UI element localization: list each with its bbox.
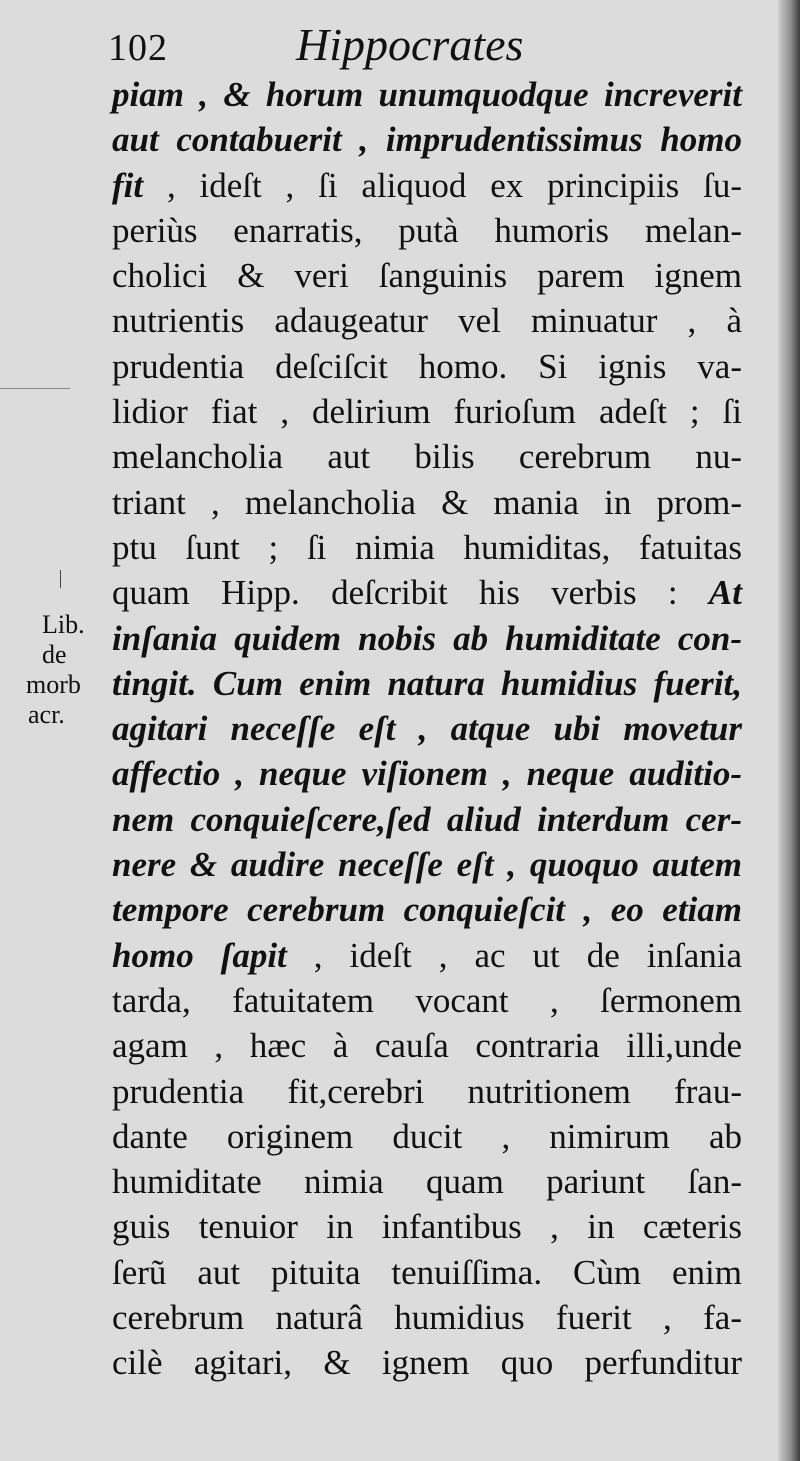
roman-text: , ideſt , ac ut de inſania (286, 935, 743, 975)
book-spine-shadow (778, 0, 800, 1461)
roman-text: tarda, fatuitatem vocant , ſermonem (112, 980, 742, 1020)
text-line (112, 117, 742, 162)
text-line (112, 525, 742, 570)
italic-text: piam , & horum unumquodque increverit (112, 75, 742, 114)
scan-mark (60, 570, 61, 588)
text-line (112, 751, 742, 796)
text-line (112, 978, 742, 1023)
text-line (112, 706, 742, 751)
text-line (112, 389, 742, 434)
margin-note-line: morb (26, 670, 81, 699)
roman-text: humiditate nimia quam pariunt ſan- (112, 1162, 742, 1202)
italic-text: tingit. Cum enim natura humidius fuerit, (112, 663, 742, 703)
text-line (112, 1295, 742, 1340)
italic-text: inſania quidem nobis ab humiditate con- (112, 618, 742, 658)
roman-text: cholici & veri ſanguinis parem ignem (112, 256, 742, 296)
text-line (112, 298, 742, 343)
roman-text: lidior fiat , delirium furioſum adeſt ; ſi (112, 392, 742, 432)
text-line (112, 933, 742, 978)
roman-text: cilè agitari, & ignem quo perfunditur (112, 1343, 742, 1383)
text-line (112, 253, 742, 298)
italic-text: nem conquieſcere,ſed aliud interdum cer- (112, 799, 742, 839)
page-header (108, 14, 748, 74)
roman-text: nutrientis adaugeatur vel minuatur , à (112, 301, 742, 341)
text-line (112, 1204, 742, 1249)
text-line (112, 1159, 742, 1204)
italic-text: aut contabuerit , imprudentissimus homo (112, 120, 742, 160)
page-number: 102 (108, 27, 168, 69)
roman-text: guis tenuior in infantibus , in cæteris (112, 1207, 742, 1247)
text-line (112, 344, 742, 389)
italic-text: tempore cerebrum conquieſcit , eo etiam (112, 890, 742, 930)
text-line (112, 570, 742, 615)
running-head: Hippocrates (296, 19, 524, 70)
roman-text: agam , hæc à cauſa contraria illi,unde (112, 1026, 742, 1066)
scan-mark (0, 388, 70, 389)
text-line (112, 208, 742, 253)
margin-note-line: Lib. (42, 610, 85, 639)
text-line (112, 480, 742, 525)
roman-text: triant , melancholia & mania in prom- (112, 482, 742, 522)
italic-text: affectio , neque viſionem , neque auditio- (112, 754, 742, 794)
roman-text: prudentia fit,cerebri nutritionem frau- (112, 1071, 742, 1111)
italic-text: agitari neceſſe eſt , atque ubi movetur (112, 709, 742, 749)
roman-text: quam Hipp. deſcribit his verbis : (112, 573, 709, 613)
italic-text: fit (112, 165, 144, 205)
text-line (112, 842, 742, 887)
text-line (112, 1340, 742, 1385)
roman-text: prudentia deſciſcit homo. Si ignis va- (112, 346, 742, 386)
roman-text: ptu ſunt ; ſi nimia humiditas, fatuitas (112, 527, 742, 567)
roman-text: dante originem ducit , nimirum ab (112, 1116, 742, 1156)
text-line (112, 661, 742, 706)
margin-note-line: de (42, 640, 67, 669)
italic-text: At (708, 573, 742, 613)
text-line (112, 887, 742, 932)
roman-text: cerebrum naturâ humidius fuerit , fa- (112, 1298, 742, 1338)
italic-text: nere & audire neceſſe eſt , quoquo autem (112, 845, 742, 885)
text-line (112, 616, 742, 661)
text-line (112, 1069, 742, 1114)
text-line (112, 797, 742, 842)
text-line (112, 1250, 742, 1295)
text-line (112, 1023, 742, 1068)
roman-text: , ideſt , ſi aliquod ex principiis ſu- (143, 165, 742, 205)
text-line (112, 163, 742, 208)
margin-note (22, 610, 102, 730)
italic-text: homo ſapit (112, 935, 287, 975)
roman-text: periùs enarratis, putà humoris melan- (112, 210, 742, 250)
margin-note-line: acr. (28, 700, 65, 729)
text-line (112, 434, 742, 479)
text-line (112, 72, 742, 117)
roman-text: ſerũ aut pituita tenuiſſima. Cùm enim (112, 1252, 742, 1292)
text-line (112, 1114, 742, 1159)
roman-text: melancholia aut bilis cerebrum nu- (112, 437, 742, 477)
body-text (112, 72, 742, 1386)
